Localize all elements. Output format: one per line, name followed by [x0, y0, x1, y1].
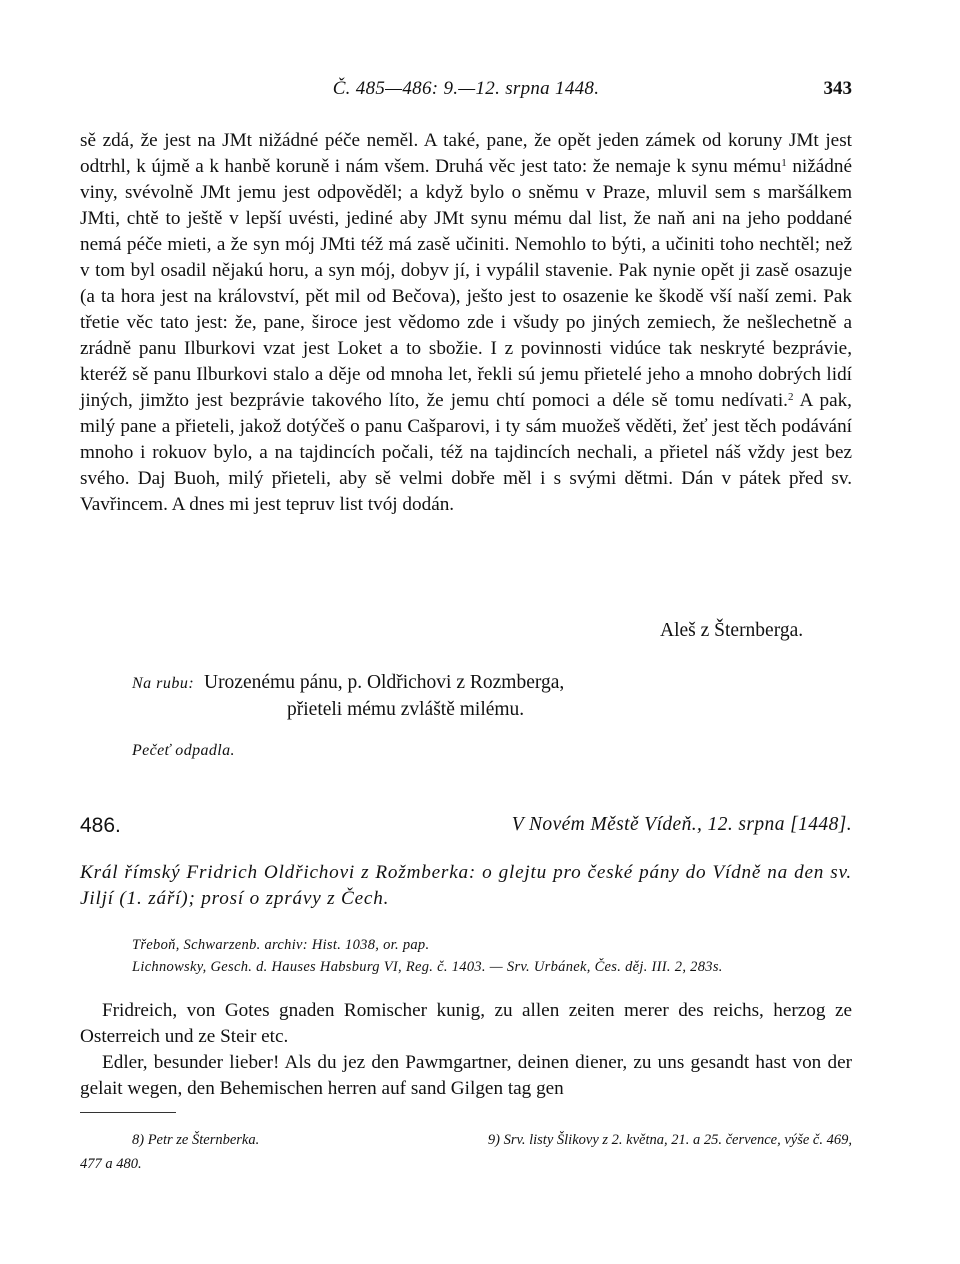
footnote-8: 8) Petr ze Šternberka.	[132, 1132, 260, 1148]
text-paragraph-2: Edler, besunder lieber! Als du jez den Pawmgartner, deinen diener, zu uns gesandt hast von der gelait wegen, den Behemischen herren auf sand Gilgen tag gen	[80, 1052, 852, 1099]
footnote-divider	[80, 1112, 176, 1113]
document-number: 486.	[80, 814, 121, 837]
endorsement	[132, 670, 732, 723]
endorsement-line2: přieteli mému zvláště milému.	[287, 699, 525, 720]
footnote-ref-1: 1	[781, 157, 787, 169]
source-archive: Třeboň, Schwarzenb. archiv: Hist. 1038, or. pap.	[132, 937, 430, 953]
document-text	[80, 998, 852, 1102]
header-title: Č. 485—486: 9.—12. srpna 1448.	[332, 78, 600, 99]
footnote-ref-2: 2	[787, 391, 794, 403]
footnote-row	[80, 1128, 852, 1152]
text-paragraph-1: Fridreich, von Gotes gnaden Romischer kunig, zu allen zeiten merer des reichs, herzog ze Osterreich und ze Steir etc.	[80, 1000, 852, 1047]
signature: Aleš z Šternberga.	[660, 620, 804, 641]
page-number: 343	[823, 78, 852, 99]
footnote-9-continuation: 477 a 480.	[80, 1156, 142, 1172]
endorsement-label: Na rubu:	[132, 675, 195, 692]
document-place-date: V Novém Městě Vídeň., 12. srpna [1448].	[511, 814, 852, 835]
letter-text-part1: sě zdá, že jest na JMt nižádné péče neměl. A také, pane, že opět jeden zámek od koruny JMt jest odtrhl, k újmě a k hanbě koruně i nám všem. Druhá věc jest tato: že nemaje k synu mému	[80, 130, 852, 177]
seal-note: Pečeť odpadla.	[132, 742, 235, 759]
footnotes	[80, 1128, 852, 1176]
footnote-9: 9) Srv. listy Šlikovy z 2. května, 21. a 25. července, výše č. 469,	[487, 1132, 852, 1148]
source-literature: Lichnowsky, Gesch. d. Hauses Habsburg VI, Reg. č. 1403. — Srv. Urbánek, Čes. děj. III. 2, 283s.	[132, 959, 723, 975]
endorsement-line1: Urozenému pánu, p. Oldřichovi z Rozmberga,	[203, 672, 565, 693]
letter-body	[80, 128, 852, 518]
document-regest: Král římský Fridrich Oldřichovi z Rožmberka: o glejtu pro české pány do Vídně na den sv. Jiljí (1. září); prosí o zprávy z Čech.	[80, 862, 852, 909]
letter-text-part2: nižádné viny, svévolně JMt jemu jest odpověděl; a když bylo o sněmu v Praze, mluvil sem s maršálkem JMti, chtě to ještě v lepší uvésti, jediné aby JMt synu mému dal list, že naň ani na jeho poddané nemá péče mieti, a že syn mój JMti též má zasě učiniti. Nemohlo to býti, a učiniti toho nechtěl; než v tom byl osadil nějakú horu, a syn mój, dobyv jí, i vypálil stavenie. Pak nynie opět ji zasě osazuje (a ta hora jest na království, pět mil od Bečova), ješto jest to osazenie ke škodě vší naší zemi. Pak třetie věc tato jest: že, pane, široce jest vědomo zde i všudy po jiných zemiech, že nešlechetně a zrádně panu Ilburkovi vzat jest Loket a to sbožie. I z povinnosti vidúce tak neskryté bezprávie, kteréž sě panu Ilburkovi stalo a děje od mnoha let, řekli sú jemu přietelé jeho a mnoho dobrých lidí jiných, jimžto jest bezprávie takového líto, že jemu chtí pomoci a déle sě tomu nedívati.	[80, 156, 852, 411]
source-references	[132, 934, 854, 978]
running-header	[80, 78, 852, 104]
letter-text-part3: A pak, milý pane a přieteli, jakož dotýčeš o panu Cašparovi, i ty sám muožeš věděti, žeť jest těch podávání mnoho i rokuov bylo, a na tajdincích počali, též na tajdincích nechali, a přietel náš vždy jest bez svého. Daj Buoh, milý přieteli, aby sě velmi dobře měl i s svými dětmi. Dán v pátek před sv. Vavřincem. A dnes mi jest tepruv list tvój dodán.	[80, 390, 852, 515]
document-heading	[80, 814, 852, 844]
